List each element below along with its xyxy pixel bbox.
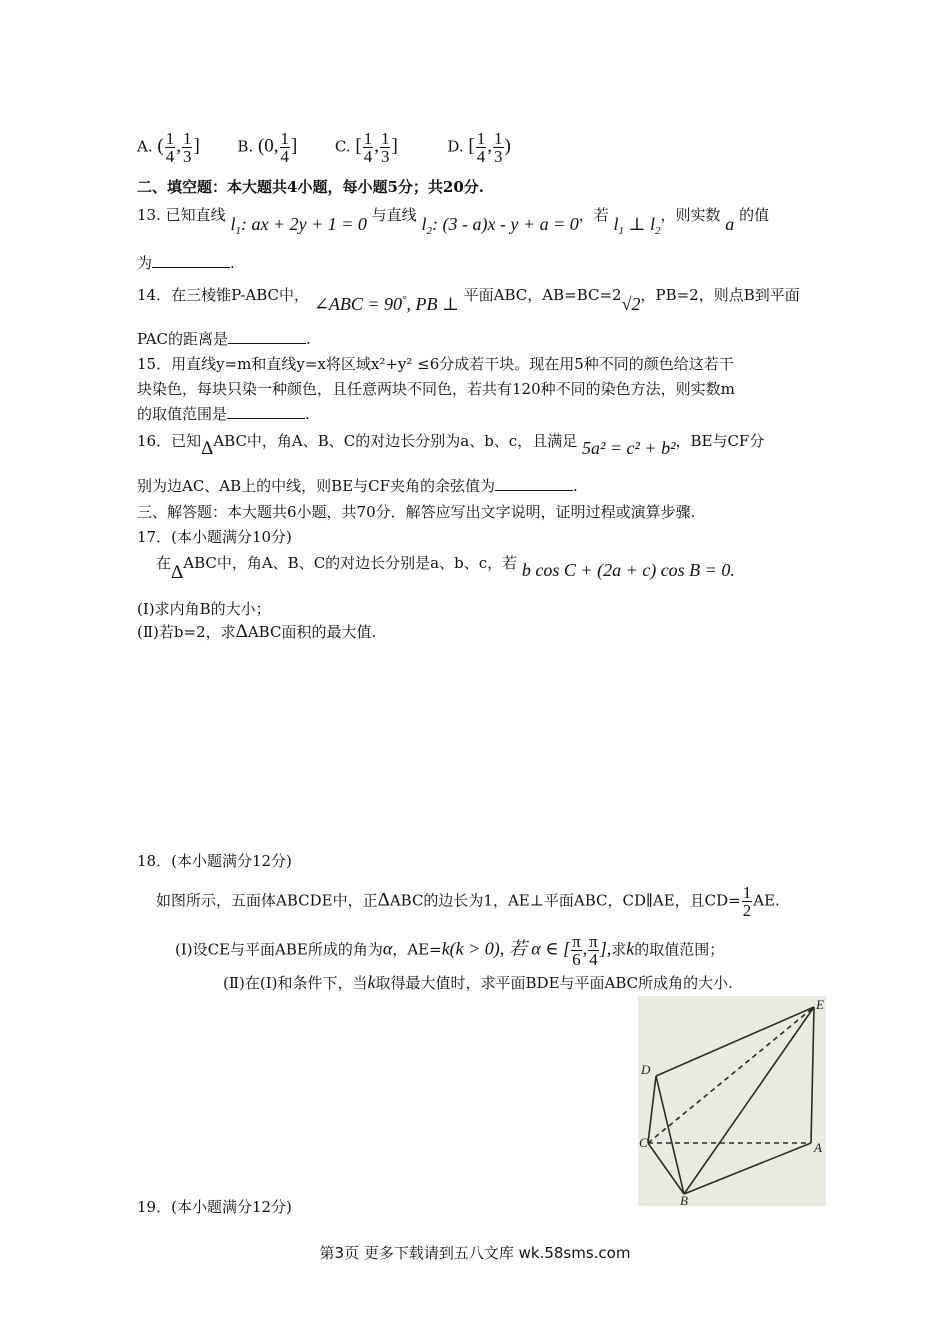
q15-line1: 15．用直线y=m和直线y=x将区域x²+y² ≤6分成若干块。现在用5种不同的颜色给这若干 (137, 355, 734, 373)
label-e: E (816, 997, 824, 1012)
q13-text4: ，则实数 (660, 206, 721, 224)
q18-line1 (156, 884, 780, 919)
q18-part1-math: k(k > 0), 若 α ∈ [ (441, 938, 571, 959)
q13-variable-a: a (725, 214, 735, 234)
option-c-open: [ (355, 135, 362, 157)
q18-part2-k: k (367, 972, 376, 992)
q16-text1: 16．已知 (137, 432, 202, 450)
q13-perp-a-sub: 1 (618, 225, 625, 237)
q15-answer-blank (227, 404, 305, 419)
option-a-close: ] (193, 135, 200, 157)
pentahedron-diagram (638, 996, 826, 1206)
option-a-sep: , (176, 135, 181, 157)
page-footer: 第3页 更多下载请到五八文库 wk.58sms.com (319, 1244, 631, 1262)
q18-part1-text1: (I)设CE与平面ABE所成的角为 (175, 940, 383, 959)
q18-frac-pi6: $\frac{\pi}{6}$ (572, 932, 581, 969)
q14-sqrt2: √2 (621, 294, 641, 314)
option-c-close: ] (391, 135, 398, 157)
q13-l2-sub: 2 (426, 225, 432, 237)
q13-text1: 已知直线 (165, 206, 226, 224)
option-d-close: ) (504, 135, 511, 157)
option-d-frac2: $\frac{1}{3}$ (494, 129, 503, 166)
option-d-open: [ (468, 135, 475, 157)
label-a: A (814, 1140, 822, 1155)
q13-perp-symbol: ⊥ (624, 214, 650, 234)
section2-heading: 二、填空题：本大题共4小题，每小题5分；共20分. (137, 178, 484, 196)
q18-part2 (223, 972, 733, 993)
option-a-label: A. (137, 137, 153, 156)
option-b-frac: $\frac{1}{4}$ (280, 129, 290, 166)
q14-text2: 平面ABC，AB=BC=2 (463, 286, 622, 304)
q18-part1-math2: ], (599, 938, 612, 959)
q13-perp-a: l (613, 214, 619, 234)
q15-line2: 块染色，每块只染一种颜色，且任意两块不同色，若共有120种不同的染色方法，则实数m (137, 380, 735, 398)
q15-line3 (137, 404, 310, 424)
q13-answer-blank (152, 253, 230, 268)
q18-title: 18．(本小题满分12分) (137, 852, 292, 870)
q15-text3: 的取值范围是 (137, 405, 228, 423)
q14-text1: 14．在三棱锥P-ABC中， (137, 286, 310, 304)
q16-equation: 5a² = c² + b² (582, 438, 676, 458)
q19-title: 19．(本小题满分12分) (137, 1198, 292, 1216)
q13-end: . (230, 254, 235, 272)
option-a-frac2: $\frac{1}{3}$ (182, 129, 192, 166)
q18-frac-pi4: $\frac{\pi}{4}$ (589, 932, 598, 969)
q14-degree: ° (402, 294, 407, 306)
option-d-label: D. (447, 137, 464, 156)
q16-text2: ABC中，角A、B、C的对边长分别为a、b、c，且满足 (213, 432, 578, 450)
q13-l1-sub: 1 (235, 225, 241, 237)
q14-pb-perp: , PB ⊥ (406, 294, 459, 314)
q16-line1 (137, 430, 765, 459)
q15-end: . (305, 405, 310, 423)
q18-text2: ABC的边长为1，AE⊥平面ABC，CD∥AE，且CD= (389, 891, 741, 910)
q18-k: k (626, 938, 635, 959)
option-a-open: ( (157, 135, 164, 157)
q13-text5: 的值 (739, 206, 770, 224)
section3-heading: 三、解答题：本大题共6小题，共70分．解答应写出文字说明，证明过程或演算步骤. (137, 503, 696, 521)
q18-part1-text4: 的取值范围； (634, 940, 725, 959)
q17-equation: b cos C + (2a + c) cos B = 0. (521, 560, 735, 580)
option-b-open: (0, (257, 135, 279, 157)
q16-end: . (573, 477, 578, 495)
q18-text1: 如图所示，五面体ABCDE中，正 (156, 891, 378, 910)
q17-triangle-symbol: Δ (171, 562, 184, 583)
q14-end: . (306, 330, 311, 348)
pentahedron-figure (638, 996, 826, 1206)
q18-text3: AE. (753, 891, 780, 910)
q18-part1-text2: ，AE= (392, 940, 442, 959)
q13-perp-b-sub: 2 (654, 225, 661, 237)
q14-text3: ，PB=2，则点B到平面 (640, 286, 800, 304)
q18-comma: , (582, 938, 588, 959)
option-c-label: C. (334, 137, 351, 156)
q13-line1 (137, 204, 770, 237)
q13-text3: ，若 (578, 206, 609, 224)
q14-line2 (137, 329, 311, 349)
q13-perp-b: l (649, 214, 655, 234)
label-c: C (639, 1135, 648, 1150)
q14-line1 (137, 280, 800, 314)
q16-text3: ，BE与CF分 (675, 432, 765, 450)
q16-answer-blank (495, 476, 573, 491)
q16-line2 (137, 476, 578, 496)
q16-triangle-symbol: Δ (201, 438, 214, 459)
option-d-sep: , (487, 135, 492, 157)
option-a-frac1: $\frac{1}{4}$ (165, 129, 175, 166)
option-c-frac2: $\frac{1}{3}$ (380, 129, 390, 166)
q17-part2-text1: (Ⅱ)若b=2，求 (137, 623, 236, 641)
q12-options (137, 130, 511, 165)
option-b-close: ] (291, 135, 298, 157)
option-c-frac1: $\frac{1}{4}$ (363, 129, 373, 166)
q17-part2 (137, 622, 376, 642)
q17-part2-triangle-symbol: Δ (235, 621, 248, 642)
q13-number: 13. (137, 206, 161, 224)
q18-part1-text3: 求 (611, 940, 627, 959)
q16-text4: 别为边AC、AB上的中线，则BE与CF夹角的余弦值为 (137, 477, 496, 495)
q17-line1 (156, 552, 735, 583)
q14-answer-blank (228, 329, 306, 344)
q14-text4: PAC的距离是 (137, 330, 229, 348)
q17-text2: ABC中，角A、B、C的对边长分别是a、b、c，若 (183, 554, 518, 572)
q17-part1: (I)求内角B的大小； (137, 600, 271, 618)
q13-line2 (137, 253, 235, 273)
q18-part1 (175, 933, 724, 968)
label-b: B (680, 1193, 688, 1206)
q14-angle: ∠ABC = 90 (313, 294, 403, 314)
q13-l2: l (421, 214, 427, 234)
q17-title: 17．(本小题满分10分) (137, 528, 292, 546)
q18-triangle-symbol: Δ (377, 889, 390, 911)
q18-fraction-half: $\frac{1}{2}$ (742, 883, 752, 920)
option-c-sep: , (374, 135, 379, 157)
q13-equation2: : (3 - a)x - y + a = 0 (431, 214, 579, 234)
option-b-label: B. (237, 137, 254, 156)
option-d-frac1: $\frac{1}{4}$ (476, 129, 486, 166)
q13-text2: 与直线 (371, 206, 417, 224)
q17-part2-text2: ABC面积的最大值. (247, 623, 377, 641)
q13-text6: 为 (137, 254, 153, 272)
q13-equation1: : ax + 2y + 1 = 0 (240, 214, 367, 234)
q18-alpha: α (382, 938, 393, 959)
q18-part2-text1: (Ⅱ)在(I)和条件下，当 (223, 974, 368, 992)
q17-text1: 在 (156, 554, 172, 572)
label-d: D (641, 1062, 651, 1077)
q13-l1: l (230, 214, 236, 234)
q18-part2-text2: 取得最大值时，求平面BDE与平面ABC所成角的大小. (375, 974, 733, 992)
